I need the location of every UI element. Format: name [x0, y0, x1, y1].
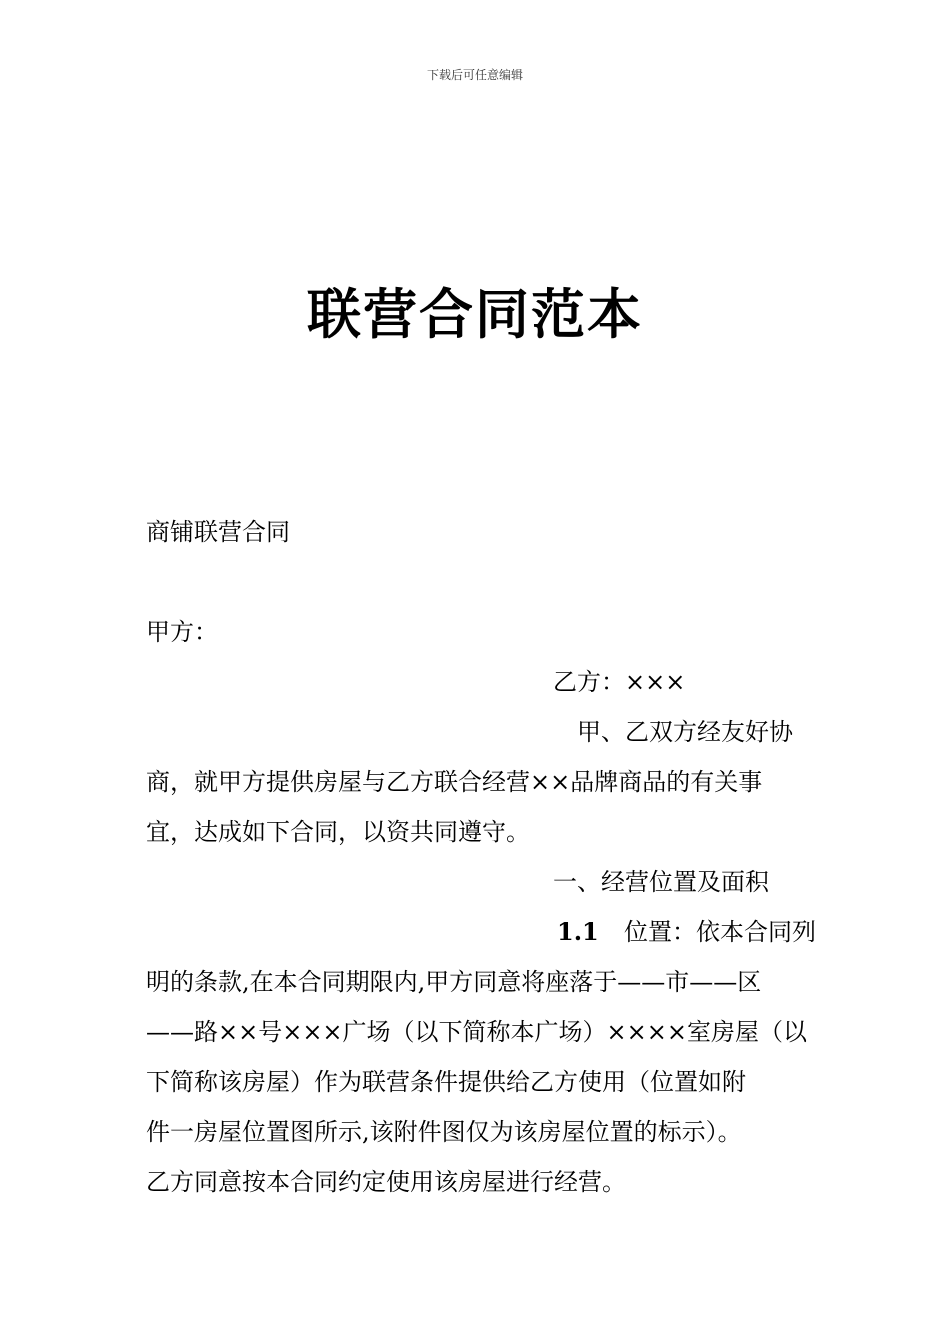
clause-number: 1.1 [557, 917, 599, 946]
intro-line-2: 商，就甲方提供房屋与乙方联合经营××品牌商品的有关事 [146, 768, 763, 796]
document-title: 联营合同范本 [307, 282, 643, 346]
page-header-note: 下载后可任意编辑 [426, 68, 523, 82]
party-a-label: 甲方： [146, 618, 218, 646]
clause-1-1-line-2: 明的条款,在本合同期限内,甲方同意将座落于——市——区 [146, 968, 762, 996]
clause-1-1-lead [557, 917, 816, 947]
intro-line-1: 甲、乙双方经友好协 [577, 718, 793, 746]
intro-line-3: 宜，达成如下合同，以资共同遵守。 [146, 818, 530, 846]
clause-1-1-line-6: 乙方同意按本合同约定使用该房屋进行经营。 [146, 1168, 626, 1196]
contract-subtitle: 商铺联营合同 [146, 518, 290, 546]
clause-lead-text: 位置：依本合同列 [624, 918, 817, 946]
party-b-label: 乙方：××× [553, 668, 686, 696]
clause-1-1-line-5: 件一房屋位置图所示,该附件图仅为该房屋位置的标示）。 [146, 1118, 742, 1146]
clause-1-1-line-4: 下简称该房屋）作为联营条件提供给乙方使用（位置如附 [146, 1068, 746, 1096]
section-1-heading: 一、经营位置及面积 [553, 868, 769, 896]
clause-1-1-line-3: ——路××号×××广场（以下简称本广场）××××室房屋（以 [146, 1018, 807, 1046]
